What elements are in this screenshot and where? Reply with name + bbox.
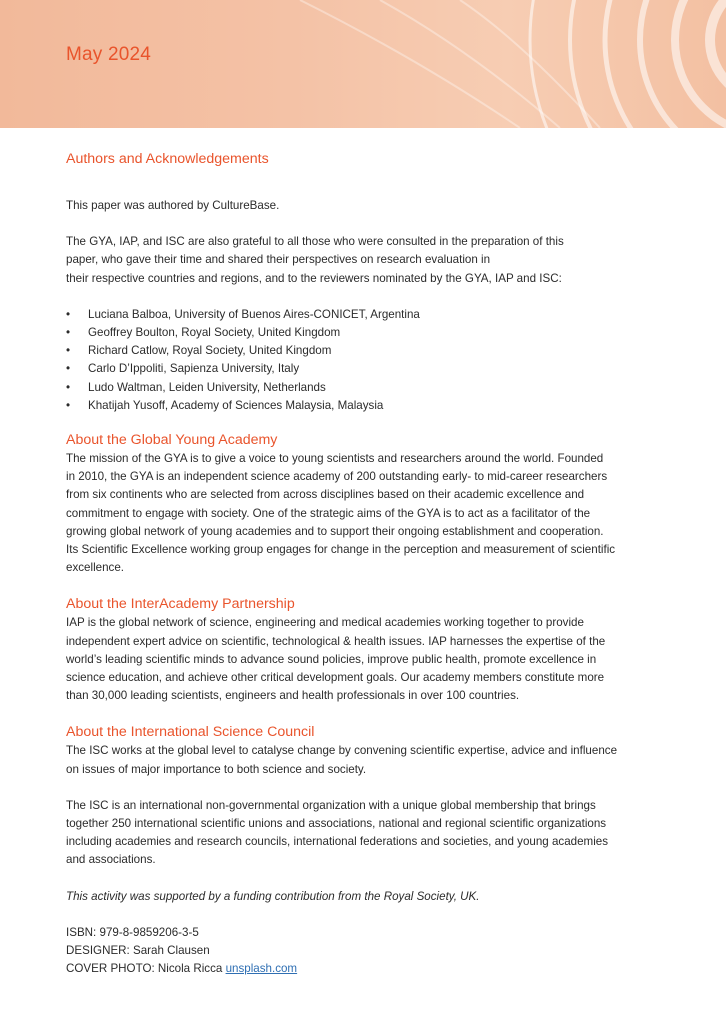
gratitude-line-2: paper, who gave their time and shared their perspectives on research evaluation in bbox=[66, 253, 491, 267]
isbn-text: ISBN: 979-8-9859206-3-5 bbox=[66, 925, 199, 939]
iap-line: independent expert advice on scientific, technological & health issues. IAP harnesses the expertise of the bbox=[66, 634, 606, 648]
authors-heading: Authors and Acknowledgements bbox=[66, 151, 269, 167]
reviewer-list bbox=[66, 306, 660, 415]
isc-paragraph-1 bbox=[66, 742, 660, 778]
gya-line: excellence. bbox=[66, 561, 125, 575]
reviewer-item: • Ludo Waltman, Leiden University, Netherlands bbox=[66, 379, 660, 397]
iap-heading: About the InterAcademy Partnership bbox=[66, 596, 295, 613]
iap-line: IAP is the global network of science, engineering and medical academies working together to provide bbox=[66, 616, 584, 630]
isc-line: on issues of major importance to both science and society. bbox=[66, 762, 367, 776]
reviewer-item: • Richard Catlow, Royal Society, United Kingdom bbox=[66, 342, 660, 360]
isc-line: including academies and research councils, international federations and societies, and young academies bbox=[66, 835, 609, 849]
isc-line: The ISC is an international non-governmental organization with a unique global membership that brings bbox=[66, 798, 596, 812]
funding-note: This activity was supported by a funding contribution from the Royal Society, UK. bbox=[66, 889, 480, 903]
reviewer-item: • Khatijah Yusoff, Academy of Sciences Malaysia, Malaysia bbox=[66, 397, 660, 415]
cover-photo-label: COVER PHOTO: Nicola Ricca bbox=[66, 962, 226, 976]
iap-line: science education, and achieve other critical development goals. Our academy members constitute more bbox=[66, 671, 605, 685]
gya-line: Its Scientific Excellence working group engages for change in the perception and measurement of scientific bbox=[66, 543, 616, 557]
gya-paragraph bbox=[66, 450, 660, 577]
iap-paragraph bbox=[66, 614, 660, 705]
unsplash-link[interactable]: unsplash.com bbox=[225, 962, 298, 976]
isc-line: and associations. bbox=[66, 853, 156, 867]
reviewer-item: • Carlo D’Ippoliti, Sapienza University, Italy bbox=[66, 360, 660, 378]
isc-line: The ISC works at the global level to catalyse change by convening scientific expertise, advice and influence bbox=[66, 744, 618, 758]
reviewer-item: • Geoffrey Boulton, Royal Society, United Kingdom bbox=[66, 324, 660, 342]
page-content bbox=[66, 150, 660, 979]
authored-by-text: This paper was authored by CultureBase. bbox=[66, 199, 280, 212]
isc-line: together 250 international scientific unions and associations, national and regional scientific organizations bbox=[66, 817, 607, 831]
header-banner bbox=[0, 0, 726, 128]
gratitude-line-1: The GYA, IAP, and ISC are also grateful to all those who were consulted in the preparation of this bbox=[66, 235, 564, 249]
gya-line: The mission of the GYA is to give a voice to young scientists and researchers around the world. Founded bbox=[66, 452, 604, 466]
gya-heading: About the Global Young Academy bbox=[66, 432, 278, 449]
gya-line: in 2010, the GYA is an independent science academy of 200 outstanding early- to mid-career researchers bbox=[66, 470, 608, 484]
gratitude-line-3: their respective countries and regions, and to the reviewers nominated by the GYA, IAP and ISC: bbox=[66, 271, 562, 285]
reviewer-item: • Luciana Balboa, University of Buenos Aires-CONICET, Argentina bbox=[66, 306, 660, 324]
iap-line: than 30,000 leading scientists, engineers and health professionals in over 100 countries. bbox=[66, 689, 520, 703]
gya-line: growing global network of young academies and to support their ongoing establishment and cooperation. bbox=[66, 524, 604, 538]
designer-credit: DESIGNER: Sarah Clausen bbox=[66, 944, 210, 958]
isc-paragraph-2 bbox=[66, 797, 660, 870]
gya-line: from six continents who are selected from across disciplines based on their academic excellence and bbox=[66, 488, 585, 502]
isc-heading: About the International Science Council bbox=[66, 724, 315, 741]
publication-date: May 2024 bbox=[66, 44, 152, 65]
cover-photo-credit bbox=[66, 960, 660, 978]
iap-line: world’s leading scientific minds to advance sound policies, improve public health, promote excellence in bbox=[66, 652, 597, 666]
gya-line: commitment to engage with society. One of the strategic aims of the GYA is to act as a facilitator of the bbox=[66, 506, 591, 520]
